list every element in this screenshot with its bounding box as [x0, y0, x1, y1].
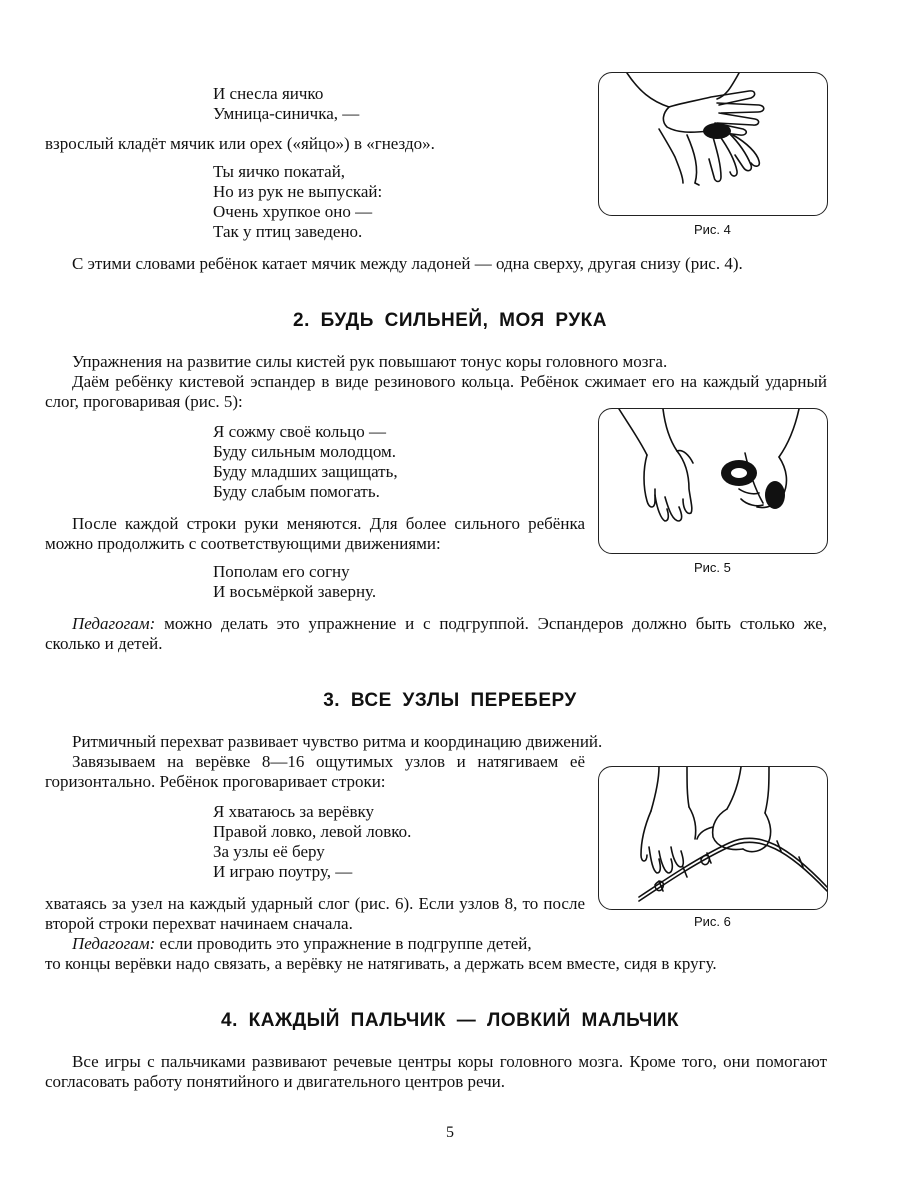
hands-on-rope-icon	[599, 767, 827, 909]
poem-ring	[213, 422, 398, 502]
section-heading-knots: 3. ВСЕ УЗЛЫ ПЕРЕБЕРУ	[323, 690, 577, 711]
figure-4-caption: Рис. 4	[694, 222, 731, 237]
hands-rolling-ball-icon	[599, 73, 827, 215]
figure-6-caption: Рис. 6	[694, 914, 731, 929]
poem-egg	[213, 162, 382, 242]
figure-5-illustration	[598, 408, 828, 554]
poem-line: Очень хрупкое оно —	[213, 202, 373, 221]
poem-line: Я сожму своё кольцо —	[213, 422, 386, 441]
poem-line: Буду слабым помогать.	[213, 482, 380, 501]
note-text: можно делать это упражнение и с подгруппой. Эспандеров должно быть столько же, сколько и детей.	[45, 614, 827, 653]
paragraph-hands-alternate: После каждой строки руки меняются. Для более сильного ребёнка можно продолжить с соответствующими движениями:	[45, 514, 585, 553]
paragraph-teacher-note	[45, 614, 827, 654]
poem-line: Так у птиц заведено.	[213, 222, 363, 241]
note-text: если проводить это упражнение в подгруппе детей,	[155, 934, 532, 953]
paragraph-exercise-intro: Упражнения на развитие силы кистей рук повышают тонус коры головного мозга.	[72, 352, 668, 371]
paragraph-teacher-note-rope-a	[72, 934, 532, 954]
poem-line: Ты яичко покатай,	[213, 162, 346, 181]
paragraph-adult-places-ball: взрослый кладёт мячик или орех («яйцо») в «гнездо».	[45, 134, 435, 153]
poem-line: Пополам его согну	[213, 562, 350, 581]
page-number: 5	[446, 1124, 454, 1141]
poem-line: И снесла яичко	[213, 84, 324, 103]
poem-line: И играю поутру, —	[213, 862, 353, 881]
figure-6-illustration	[598, 766, 828, 910]
poem-line: Буду сильным молодцом.	[213, 442, 397, 461]
note-label: Педагогам:	[72, 934, 156, 953]
poem-line: Я хватаюсь за верёвку	[213, 802, 375, 821]
figure-5-caption: Рис. 5	[694, 560, 731, 575]
poem-line: Но из рук не выпускай:	[213, 182, 383, 201]
paragraph-rope-knots: Завязываем на верёвке 8—16 ощутимых узлов и натягиваем её горизонтально. Ребёнок проговаривает строки:	[45, 752, 585, 791]
paragraph-expander-ring: Даём ребёнку кистевой эспандер в виде резинового кольца. Ребёнок сжимает его на каждый ударный слог, проговаривая (рис. 5):	[45, 372, 827, 411]
poem-line: И восьмёркой заверну.	[213, 582, 377, 601]
section-heading-strong-hand: 2. БУДЬ СИЛЬНЕЙ, МОЯ РУКА	[293, 310, 607, 331]
paragraph-rhythm: Ритмичный перехват развивает чувство ритма и координацию движений.	[72, 732, 603, 751]
poem-fold	[213, 562, 376, 602]
figure-4-illustration	[598, 72, 828, 216]
paragraph-grab-knot: хватаясь за узел на каждый ударный слог (рис. 6). Если узлов 8, то после второй строки перехват начинаем сначала.	[45, 894, 585, 933]
paragraph-teacher-note-rope-b: то концы верёвки надо связать, а верёвку не натягивать, а держать всем вместе, сидя в кругу.	[45, 954, 717, 973]
poem-line: Умница-синичка, —	[213, 104, 360, 123]
poem-nest	[213, 84, 359, 124]
poem-line: За узлы её беру	[213, 842, 325, 861]
note-label: Педагогам:	[72, 614, 156, 633]
hands-squeezing-expander-icon	[599, 409, 827, 553]
poem-rope	[213, 802, 411, 882]
poem-line: Буду младших защищать,	[213, 462, 398, 481]
paragraph-finger-games: Все игры с пальчиками развивают речевые центры коры головного мозга. Кроме того, они помогают согласовать работу понятийного и двигательного центров речи.	[45, 1052, 827, 1091]
section-heading-fingers: 4. КАЖДЫЙ ПАЛЬЧИК — ЛОВКИЙ МАЛЬЧИК	[221, 1010, 679, 1031]
poem-line: Правой ловко, левой ловко.	[213, 822, 412, 841]
paragraph-child-rolls-ball: С этими словами ребёнок катает мячик между ладоней — одна сверху, другая снизу (рис. 4).	[72, 254, 743, 273]
